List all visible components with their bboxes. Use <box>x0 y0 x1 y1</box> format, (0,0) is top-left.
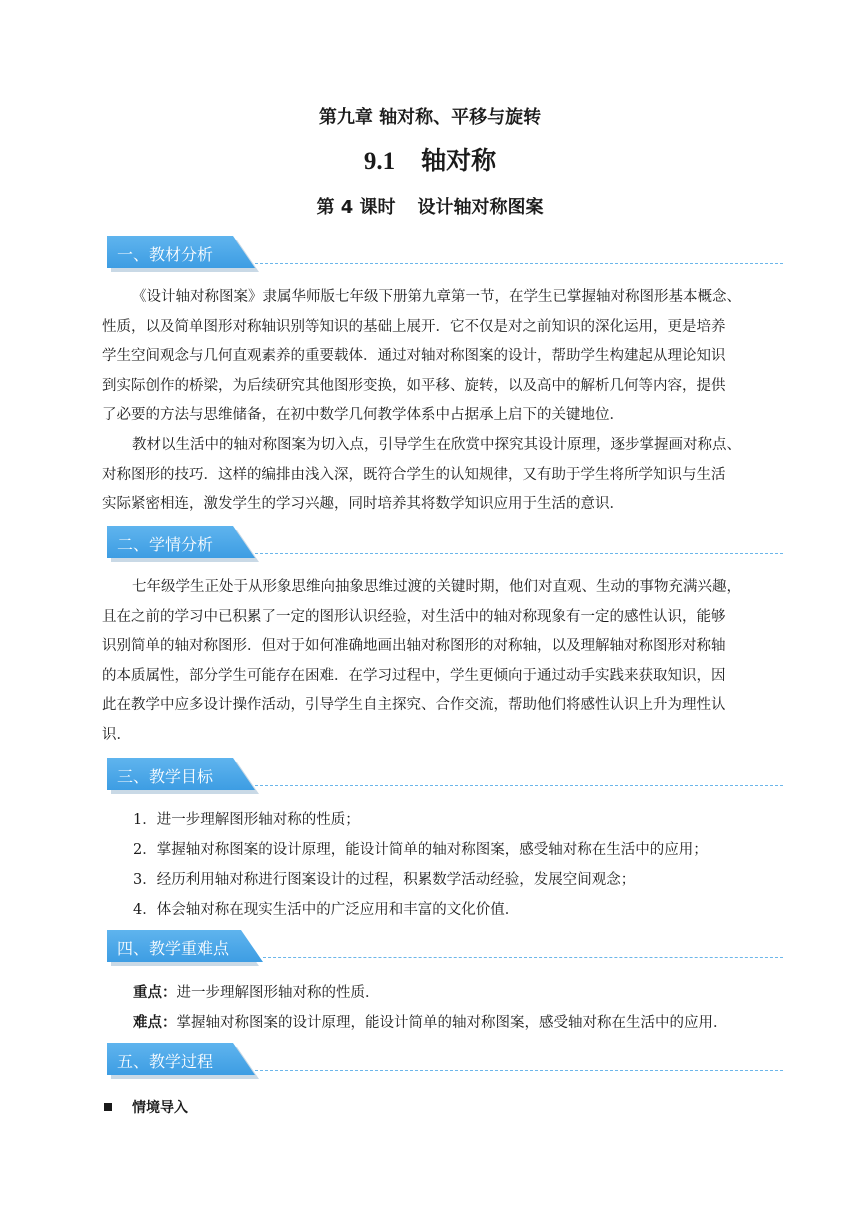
goal-item: 2．掌握轴对称图案的设计原理，能设计简单的轴对称图案，感受轴对称在生活中的应用； <box>133 842 708 858</box>
section-title <box>0 141 860 177</box>
section-label: 一、教材分析 <box>117 245 214 264</box>
chapter-title: 第九章 轴对称、平移与旋转 <box>318 107 542 128</box>
difficult-text: 掌握轴对称图案的设计原理，能设计简单的轴对称图案，感受轴对称在生活中的应用． <box>176 1015 728 1031</box>
dashed-divider <box>255 263 783 264</box>
goal-item: 3．经历利用轴对称进行图案设计的过程，积累数学活动经验，发展空间观念； <box>133 872 636 888</box>
goal-item: 1．进一步理解图形轴对称的性质； <box>133 812 360 828</box>
section-header-teaching-process <box>107 1043 783 1079</box>
dashed-divider <box>263 957 783 958</box>
section-header-key-points <box>107 930 783 966</box>
section-label: 五、教学过程 <box>117 1052 214 1071</box>
section-name: 轴对称 <box>421 146 497 175</box>
section-header-student-analysis <box>107 526 783 562</box>
process-item-label: 情境导入 <box>132 1100 188 1116</box>
dashed-divider <box>255 1070 783 1071</box>
dashed-divider <box>255 553 783 554</box>
lesson-name: 设计轴对称图案 <box>417 197 544 218</box>
textbook-analysis-paragraph-2: 教材以生活中的轴对称图案为切入点，引导学生在欣赏中探究其设计原理，逐步掌握画对称点、 对称图形的技巧．这样的编排由浅入深，既符合学生的认知规律，又有助于学生将所学知识与生活 实际紧密相连，激发学生的学习兴趣，同时培养其将数学知识应用于生活的意识． <box>102 437 741 512</box>
dashed-divider <box>255 785 783 786</box>
section-header-textbook-analysis <box>107 236 783 272</box>
section-header-teaching-goals <box>107 758 783 794</box>
key-point-line <box>133 981 380 1002</box>
section-label: 三、教学目标 <box>117 767 214 786</box>
difficult-label: 难点： <box>133 1015 177 1031</box>
section-label: 四、教学重难点 <box>117 939 230 958</box>
student-analysis-paragraph: 七年级学生正处于从形象思维向抽象思维过渡的关键时期，他们对直观、生动的事物充满兴趣， 且在之前的学习中已积累了一定的图形认识经验，对生活中的轴对称现象有一定的感性认识，能够 识别简单的轴对称图形．但对于如何准确地画出轴对称图形的对称轴，以及理解轴对称图形对称轴 的本质属性，部分学生可能存在困难．在学习过程中，学生更倾向于通过动手实践来获取知识，因 此在教学中应多设计操作活动，引导学生自主探究、合作交流，帮助他们将感性认识上升为理性认 识． <box>102 579 741 743</box>
key-label: 重点： <box>133 985 177 1001</box>
square-bullet-icon <box>104 1103 112 1111</box>
key-text: 进一步理解图形轴对称的性质． <box>176 985 380 1001</box>
textbook-analysis-paragraph-1: 《设计轴对称图案》隶属华师版七年级下册第九章第一节，在学生已掌握轴对称图形基本概念、 性质，以及简单图形对称轴识别等知识的基础上展开．它不仅是对之前知识的深化运用，更是培养 学生空间观念与几何直观素养的重要载体．通过对轴对称图案的设计，帮助学生构建起从理论知识 到实际创作的桥梁，为后续研究其他图形变换，如平移、旋转，以及高中的解析几何等内容，提供 了必要的方法与思维储备，在初中数学几何教学体系中占据承上启下的关键地位． <box>102 289 741 423</box>
section-label: 二、学情分析 <box>117 535 214 554</box>
goal-item: 4．体会轴对称在现实生活中的广泛应用和丰富的文化价值． <box>133 902 520 918</box>
lesson-title <box>0 193 860 219</box>
process-item <box>104 1097 188 1117</box>
lesson-label: 第 4 课时 <box>316 197 396 218</box>
section-number: 9.1 <box>363 148 396 175</box>
difficult-point-line <box>133 1011 728 1032</box>
